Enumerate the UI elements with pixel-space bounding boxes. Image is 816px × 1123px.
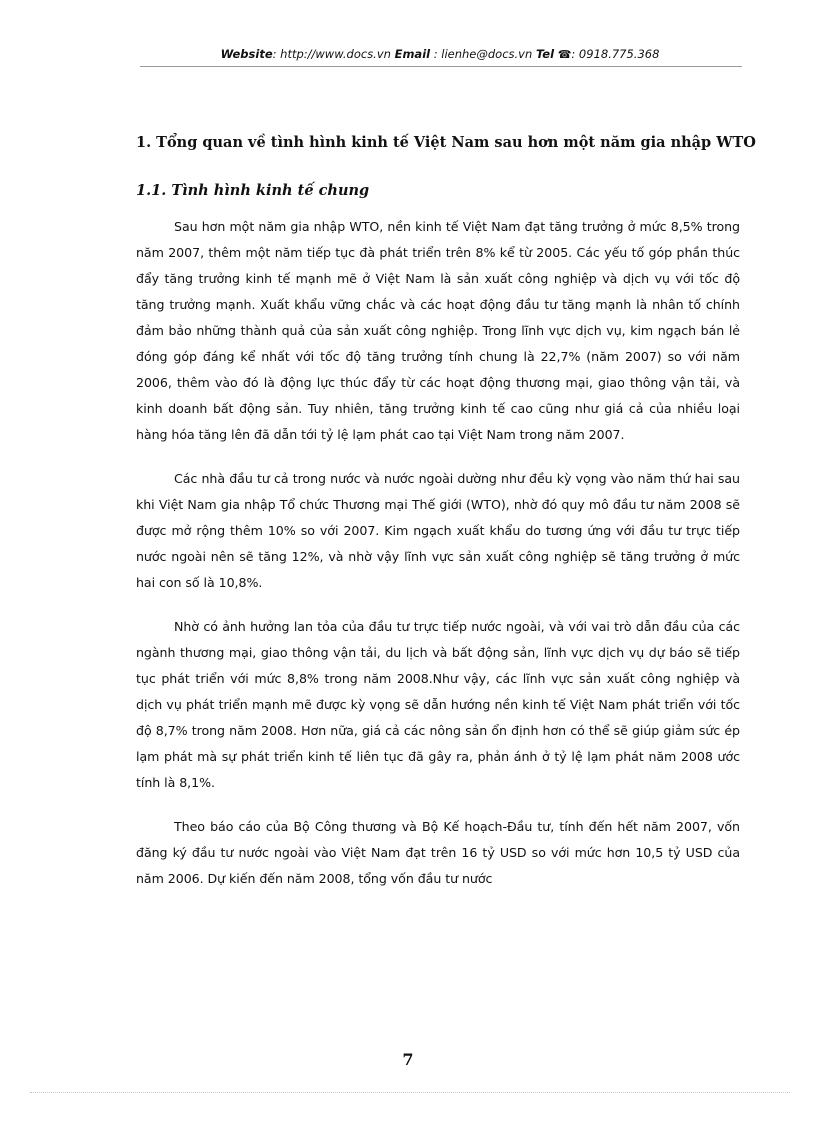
subsection-heading: 1.1. Tình hình kinh tế chung	[136, 182, 370, 199]
website-url[interactable]: : http://www.docs.vn	[272, 47, 391, 61]
document-body	[136, 128, 756, 910]
tel-number: : 0918.775.368	[571, 47, 660, 61]
email-label: Email	[394, 47, 431, 61]
paragraph: Sau hơn một năm gia nhập WTO, nền kinh tế Việt Nam đạt tăng trưởng ở mức 8,5% trong năm 2007, thêm một năm tiếp tục đà phát triển trên 8% kể từ 2005. Các yếu tố góp phần thúc đẩy tăng trưởng kinh tế mạnh mẽ ở Việt Nam là sản xuất công nghiệp và dịch vụ với tốc độ tăng trưởng mạnh. Xuất khẩu vững chắc và các hoạt động đầu tư tăng mạnh là nhân tố chính đảm bảo những thành quả của sản xuất công nghiệp. Trong lĩnh vực dịch vụ, kim ngạch bán lẻ đóng góp đáng kể nhất với tốc độ tăng trưởng tính chung là 22,7% (năm 2007) so với năm 2006, thêm vào đó là động lực thúc đẩy từ các hoạt động thương mại, giao thông vận tải, và kinh doanh bất động sản. Tuy nhiên, tăng trưởng kinh tế cao cũng như giá cả của nhiều loại hàng hóa tăng lên đã dẫn tới tỷ lệ lạm phát cao tại Việt Nam trong năm 2007.	[136, 219, 740, 442]
footer-divider	[30, 1092, 790, 1093]
page-header	[140, 47, 740, 61]
tel-label: Tel	[535, 47, 555, 61]
email-address[interactable]: : lienhe@docs.vn	[430, 47, 533, 61]
section-heading: 1. Tổng quan về tình hình kinh tế Việt Nam sau hơn một năm gia nhập WTO	[136, 134, 756, 151]
telephone-icon: ☎	[557, 48, 572, 61]
paragraph: Theo báo cáo của Bộ Công thương và Bộ Kế hoạch-Đầu tư, tính đến hết năm 2007, vốn đăng ký đầu tư nước ngoài vào Việt Nam đạt trên 16 tỷ USD so với mức hơn 10,5 tỷ USD của năm 2006. Dự kiến đến năm 2008, tổng vốn đầu tư nước	[136, 819, 740, 886]
website-label: Website	[220, 47, 273, 61]
header-divider	[140, 66, 742, 67]
paragraph: Nhờ có ảnh hưởng lan tỏa của đầu tư trực tiếp nước ngoài, và với vai trò dẫn đầu của các ngành thương mại, giao thông vận tải, du lịch và bất động sản, lĩnh vực dịch vụ dự báo sẽ tiếp tục phát triển với mức 8,8% trong năm 2008.Như vậy, các lĩnh vực sản xuất công nghiệp và dịch vụ phát triển mạnh mẽ được kỳ vọng sẽ dẫn hướng nền kinh tế Việt Nam phát triển với tốc độ 8,7% trong năm 2008. Hơn nữa, giá cả các nông sản ổn định hơn có thể sẽ giúp giảm sức ép lạm phát mà sự phát triển kinh tế liên tục đã gây ra, phản ánh ở tỷ lệ lạm phát năm 2008 ước tính là 8,1%.	[136, 619, 740, 790]
page-number: 7	[402, 1050, 414, 1069]
paragraph: Các nhà đầu tư cả trong nước và nước ngoài dường như đều kỳ vọng vào năm thứ hai sau khi Việt Nam gia nhập Tổ chức Thương mại Thế giới (WTO), nhờ đó quy mô đầu tư năm 2008 sẽ được mở rộng thêm 10% so với 2007. Kim ngạch xuất khẩu do tương ứng với đầu tư trực tiếp nước ngoài nên sẽ tăng 12%, và nhờ vậy lĩnh vực sản xuất công nghiệp sẽ tăng trưởng ở mức hai con số là 10,8%.	[136, 471, 740, 590]
